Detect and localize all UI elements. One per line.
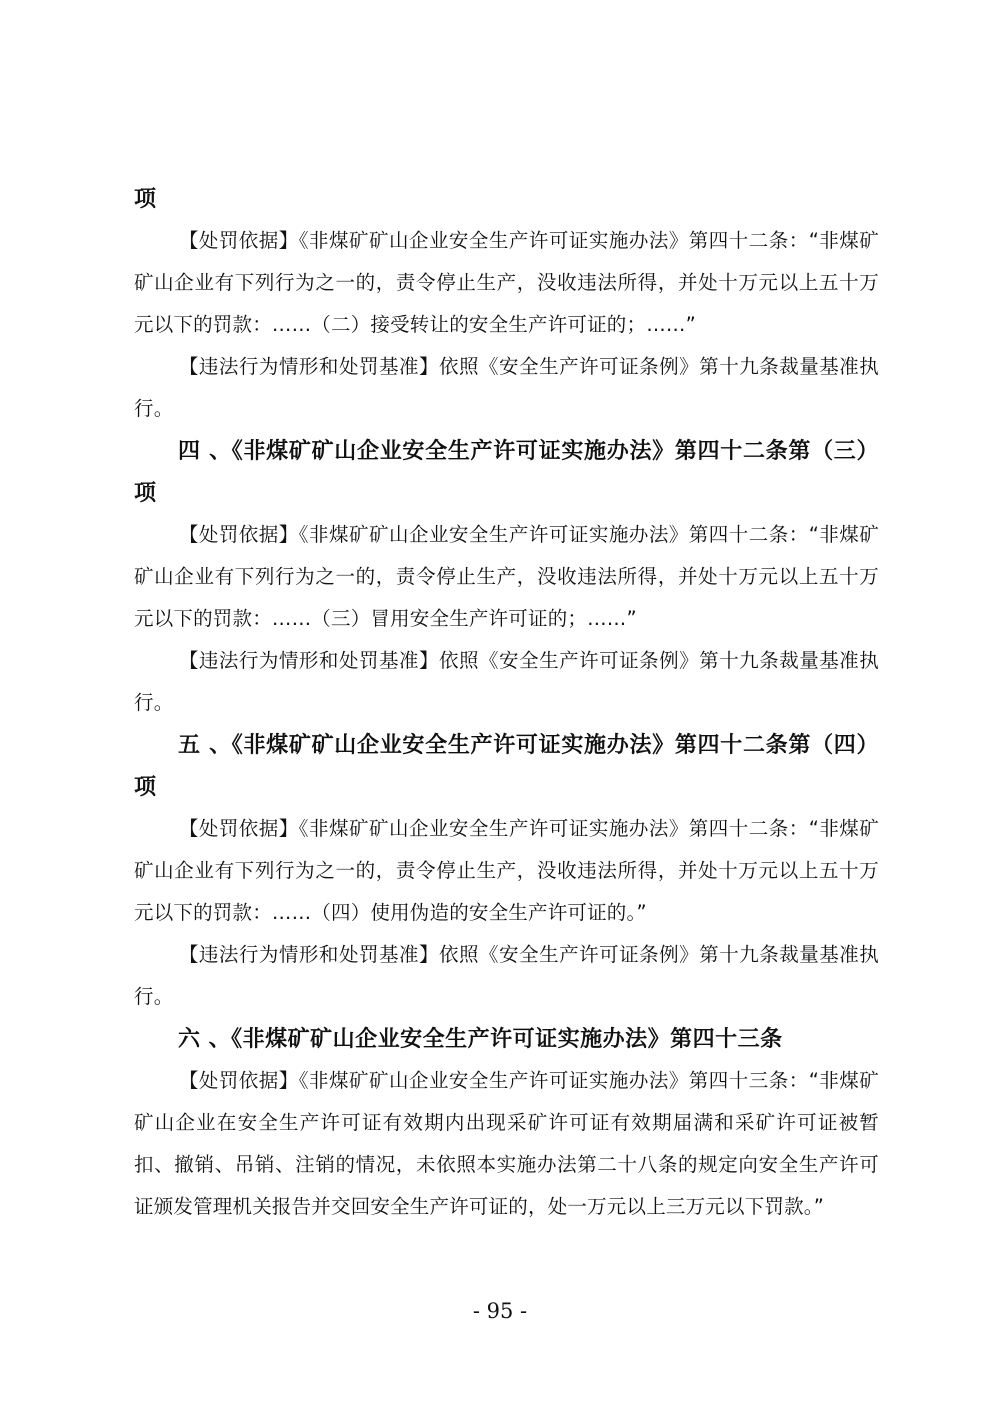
penalty-standard-paragraph: 【违法行为情形和处罚基准】依照《安全生产许可证条例》第十九条裁量基准执行。: [134, 649, 879, 714]
penalty-basis-paragraph: 【处罚依据】《非煤矿矿山企业安全生产许可证实施办法》第四十二条：“非煤矿矿山企业有下列行为之一的，责令停止生产，没收违法所得，并处十万元以上五十万元以下的罚款：……（四）使用伪造的安全生产许可证的。”: [134, 817, 879, 924]
document-body: [134, 178, 879, 1228]
penalty-basis-paragraph: 【处罚依据】《非煤矿矿山企业安全生产许可证实施办法》第四十二条：“非煤矿矿山企业有下列行为之一的，责令停止生产，没收违法所得，并处十万元以上五十万元以下的罚款：……（二）接受转让的安全生产许可证的；……”: [134, 229, 879, 336]
section-heading-5: 五 、《非煤矿矿山企业安全生产许可证实施办法》第四十二条第（四）项: [134, 732, 879, 800]
penalty-basis-paragraph: 【处罚依据】《非煤矿矿山企业安全生产许可证实施办法》第四十三条：“非煤矿矿山企业在安全生产许可证有效期内出现采矿许可证有效期届满和采矿许可证被暂扣、撤销、吊销、注销的情况，未依照本实施办法第二十八条的规定向安全生产许可证颁发管理机关报告并交回安全生产许可证的，处一万元以上三万元以下罚款。”: [134, 1069, 879, 1218]
page-number: - 95 -: [472, 1299, 528, 1323]
section-heading-6: 六 、《非煤矿矿山企业安全生产许可证实施办法》第四十三条: [178, 1026, 783, 1052]
penalty-standard-paragraph: 【违法行为情形和处罚基准】依照《安全生产许可证条例》第十九条裁量基准执行。: [134, 943, 879, 1008]
section-heading-continuation: 项: [134, 186, 157, 212]
section-heading-4: 四 、《非煤矿矿山企业安全生产许可证实施办法》第四十二条第（三）项: [134, 438, 879, 506]
penalty-basis-paragraph: 【处罚依据】《非煤矿矿山企业安全生产许可证实施办法》第四十二条：“非煤矿矿山企业有下列行为之一的，责令停止生产，没收违法所得，并处十万元以上五十万元以下的罚款：……（三）冒用安全生产许可证的；……”: [134, 523, 879, 630]
penalty-standard-paragraph: 【违法行为情形和处罚基准】依照《安全生产许可证条例》第十九条裁量基准执行。: [134, 355, 879, 420]
